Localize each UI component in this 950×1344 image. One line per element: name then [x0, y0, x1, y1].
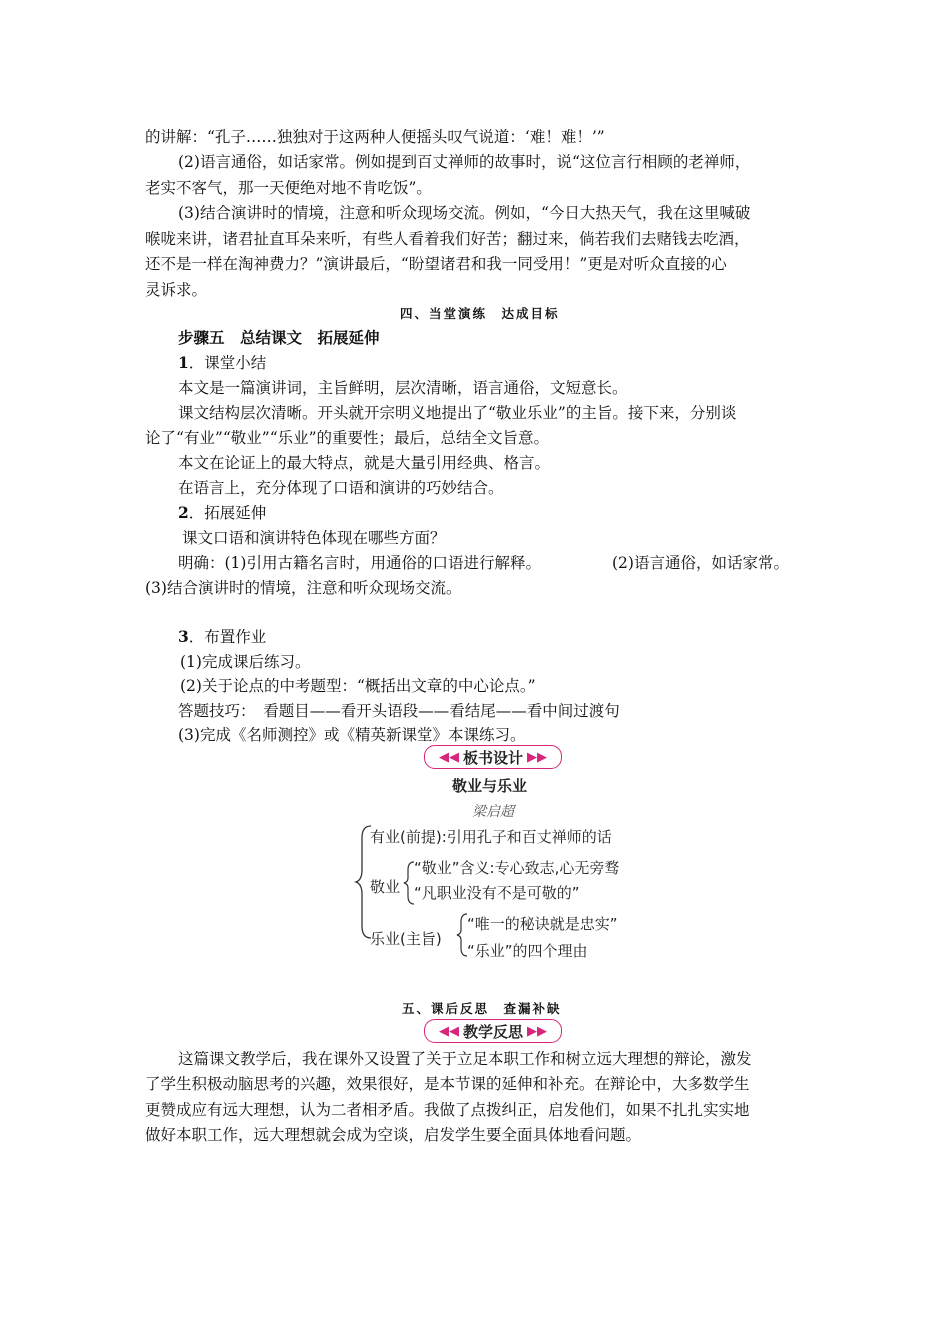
double-chevron-right-icon: ▶▶ [527, 1023, 547, 1039]
paragraph-line: 这篇课文教学后，我在课外又设置了关于立足本职工作和树立远大理想的辩论，激发 [178, 1050, 752, 1068]
double-chevron-left-icon: ◀◀ [438, 1023, 459, 1039]
board-leye-1: “唯一的秘诀就是忠实” [467, 915, 618, 933]
double-chevron-right-icon: ▶▶ [527, 749, 547, 765]
board-leye-2: “乐业”的四个理由 [467, 942, 588, 960]
subheading [178, 353, 266, 373]
paragraph-line: 本文是一篇演讲词，主旨鲜明，层次清晰，语言通俗，文短意长。 [178, 379, 628, 397]
subheading-number: 3 [178, 627, 189, 646]
paragraph-line: (1)完成课后练习。 [180, 653, 311, 671]
paragraph-line: (3)完成《名师测控》或《精英新课堂》本课练习。 [178, 726, 526, 744]
subheading-label: ．布置作业 [188, 628, 267, 646]
subheading [178, 503, 266, 523]
section-heading: 四、当堂演练 达成目标 [400, 306, 560, 321]
paragraph-line: 本文在论证上的最大特点，就是大量引用经典、格言。 [178, 454, 551, 472]
paragraph-line: 课文结构层次清晰。开头就开宗明义地提出了“敬业乐业”的主旨。接下来，分别谈 [178, 404, 737, 422]
board-author: 梁启超 [472, 804, 514, 820]
paragraph-line: 做好本职工作，远大理想就会成为空谈，启发学生要全面具体地看问题。 [145, 1126, 642, 1144]
step-heading: 步骤五 总结课文 拓展延伸 [178, 329, 380, 347]
subheading-number: 2 [178, 503, 189, 522]
paragraph-line: 喉咙来讲，诸君扯直耳朵来听，有些人看着我们好苦；翻过来，倘若我们去赌钱去吃酒， [145, 230, 750, 248]
subheading [178, 627, 266, 647]
banner-label: 教学反思 [462, 1022, 523, 1041]
paragraph-line: 灵诉求。 [145, 281, 208, 299]
subheading-label: ．拓展延伸 [188, 504, 267, 522]
paragraph-line: 明确：(1)引用古籍名言时，用通俗的口语进行解释。 [178, 554, 541, 572]
paragraph-line: 更赞成应有远大理想，认为二者相矛盾。我做了点拨纠正，启发他们，如果不扎扎实实地 [145, 1101, 750, 1119]
paragraph-line: (2)语言通俗，如话家常。例如提到百丈禅师的故事时，说“这位言行相顾的老禅师， [178, 153, 751, 171]
board-jingye: 敬业 [370, 878, 401, 896]
paragraph-line: 的讲解：“孔子……独独对于这两种人便摇头叹气说道：‘难！难！’” [145, 128, 605, 146]
paragraph-line: 答题技巧： 看题目——看开头语段——看结尾——看中间过渡句 [178, 702, 620, 720]
paragraph-line: 还不是一样在淘神费力？”演讲最后，“盼望诸君和我一同受用！”更是对听众直接的心 [145, 255, 727, 273]
board-jingye-1: “敬业”含义:专心致志,心无旁骛 [414, 859, 620, 877]
teaching-reflection-banner [424, 1019, 562, 1043]
board-title: 敬业与乐业 [452, 777, 528, 795]
double-chevron-left-icon: ◀◀ [438, 749, 459, 765]
paragraph-line: (2)语言通俗，如话家常。 [612, 554, 789, 572]
paragraph-line: 课文口语和演讲特色体现在哪些方面？ [182, 529, 446, 547]
board-jingye-2: “凡职业没有不是可敬的” [414, 884, 580, 902]
paragraph-line: 老实不客气，那一天便绝对地不肯吃饭”。 [145, 179, 432, 197]
board-leye: 乐业(主旨) [370, 930, 442, 948]
paragraph-line: 论了“有业”“敬业”“乐业”的重要性；最后，总结全文旨意。 [145, 429, 550, 447]
paragraph-line: (3)结合演讲时的情境，注意和听众现场交流。 [145, 579, 462, 597]
paragraph-line: 了学生积极动脑思考的兴趣，效果很好，是本节课的延伸和补充。在辩论中，大多数学生 [145, 1075, 750, 1093]
section-heading: 五、课后反思 查漏补缺 [402, 1001, 562, 1016]
paragraph-line: (2)关于论点的中考题型：“概括出文章的中心论点。” [180, 677, 536, 695]
board-design-banner [424, 745, 562, 769]
banner-label: 板书设计 [462, 748, 523, 767]
paragraph-line: 在语言上，充分体现了口语和演讲的巧妙结合。 [178, 479, 504, 497]
board-youye: 有业(前提):引用孔子和百丈禅师的话 [370, 828, 612, 846]
paragraph-line: (3)结合演讲时的情境，注意和听众现场交流。例如，“今日大热天气，我在这里喊破 [178, 204, 751, 222]
subheading-number: 1 [178, 353, 189, 372]
subheading-label: ．课堂小结 [188, 354, 267, 372]
